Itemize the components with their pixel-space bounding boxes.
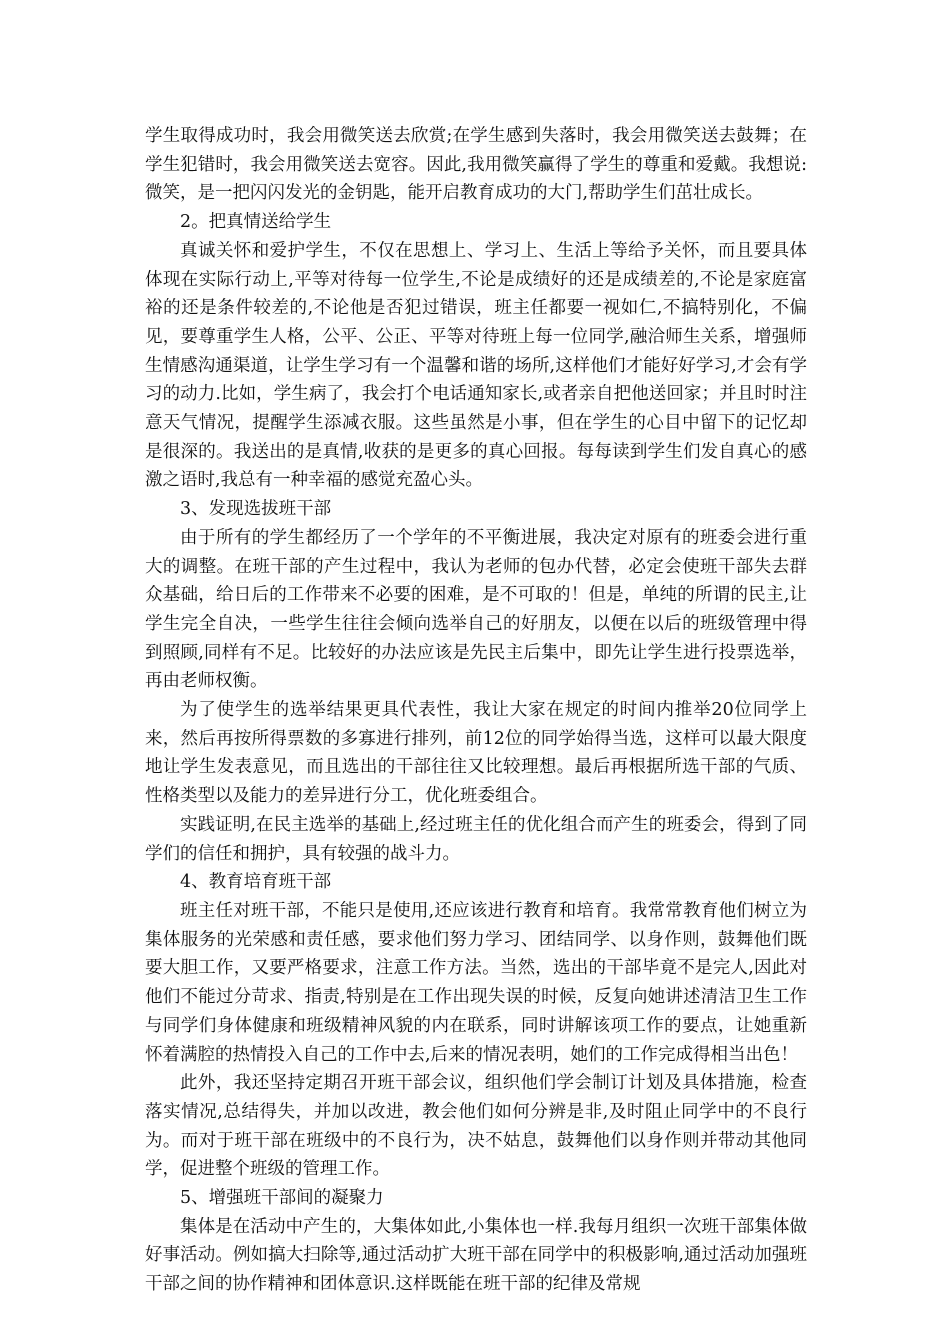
body-paragraph: 为了使学生的选举结果更具代表性，我让大家在规定的时间内推举20位同学上来，然后再按所得票数的多寡进行排列，前12位的同学始得当选，这样可以最大限度地让学生发表意见，而且选出的干部往往又比较理想。最后再根据所选干部的气质、性格类型以及能力的差异进行分工，优化班委组合。 [145,700,807,807]
body-paragraph: 由于所有的学生都经历了一个学年的不平衡进展，我决定对原有的班委会进行重大的调整。在班干部的产生过程中，我认为老师的包办代替，必定会使班干部失去群众基础，给日后的工作带来不必要的困难，是不可取的！但是，单纯的所谓的民主,让学生完全自决，一些学生往往会倾向选举自己的好朋友，以便在以后的班级管理中得到照顾,同样有不足。比较好的办法应该是先民主后集中，即先让学生进行投票选举，再由老师权衡。 [145,527,807,692]
section-heading: 2。把真情送给学生 [180,212,332,233]
body-paragraph: 集体是在活动中产生的，大集体如此,小集体也一样.我每月组织一次班干部集体做好事活动。例如搞大扫除等,通过活动扩大班干部在同学中的积极影响,通过活动加强班干部之间的协作精神和团体意识.这样既能在班干部的纪律及常规 [145,1216,807,1295]
body-paragraph: 真诚关怀和爱护学生，不仅在思想上、学习上、生活上等给予关怀，而且要具体体现在实际行动上,平等对待每一位学生,不论是成绩好的还是成绩差的,不论是家庭富裕的还是条件较差的,不论他是否犯过错误，班主任都要一视如仁,不搞特别化，不偏见，要尊重学生人格，公平、公正、平等对待班上每一位同学,融洽师生关系，增强师生情感沟通渠道，让学生学习有一个温馨和谐的场所,这样他们才能好好学习,才会有学习的动力.比如，学生病了，我会打个电话通知家长,或者亲自把他送回家；并且时时注意天气情况，提醒学生添减衣服。这些虽然是小事，但在学生的心目中留下的记忆却是很深的。我送出的是真情,收获的是更多的真心回报。每每读到学生们发自真心的感激之语时,我总有一种幸福的感觉充盈心头。 [145,240,807,491]
document-page [145,122,807,1299]
body-paragraph: 班主任对班干部，不能只是使用,还应该进行教育和培育。我常常教育他们树立为集体服务的光荣感和责任感，要求他们努力学习、团结同学、以身作则，鼓舞他们既要大胆工作，又要严格要求，注意工作方法。当然，选出的干部毕竟不是完人,因此对他们不能过分苛求、指责,特别是在工作出现失误的时候，反复向她讲述清洁卫生工作与同学们身体健康和班级精神风貌的内在联系，同时讲解该项工作的要点，让她重新怀着满腔的热情投入自己的工作中去,后来的情况表明，她们的工作完成得相当出色！ [145,900,807,1065]
section-heading: 3、发现选拔班干部 [180,499,332,520]
body-paragraph: 学生取得成功时，我会用微笑送去欣赏;在学生感到失落时，我会用微笑送去鼓舞；在学生犯错时，我会用微笑送去宽容。因此,我用微笑赢得了学生的尊重和爱戴。我想说:微笑，是一把闪闪发光的金钥匙，能开启教育成功的大门,帮助学生们茁壮成长。 [145,126,807,204]
body-paragraph: 此外，我还坚持定期召开班干部会议，组织他们学会制订计划及具体措施，检查落实情况,总结得失，并加以改进，教会他们如何分辨是非,及时阻止同学中的不良行为。而对于班干部在班级中的不良行为，决不姑息，鼓舞他们以身作则并带动其他同学，促进整个班级的管理工作。 [145,1073,807,1180]
section-heading: 5、增强班干部间的凝聚力 [180,1188,384,1209]
section-heading: 4、教育培育班干部 [180,872,332,893]
body-paragraph: 实践证明,在民主选举的基础上,经过班主任的优化组合而产生的班委会，得到了同学们的信任和拥护，具有较强的战斗力。 [145,814,807,864]
